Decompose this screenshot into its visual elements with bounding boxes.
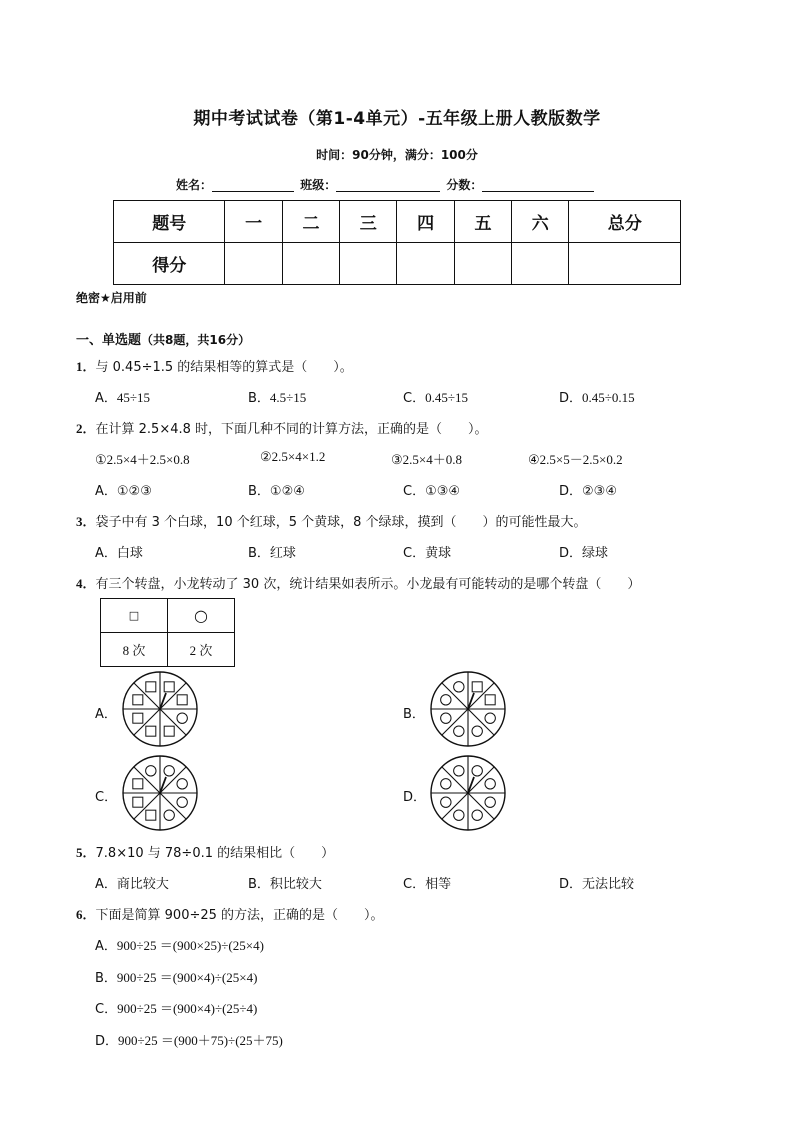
score-cell[interactable] xyxy=(512,243,569,285)
sector-circle xyxy=(177,779,187,789)
spinner-c[interactable] xyxy=(121,754,199,832)
score-table xyxy=(113,200,681,285)
option-c[interactable]: C． xyxy=(95,790,118,805)
question-5 xyxy=(76,842,334,861)
score-table-header-row xyxy=(114,201,681,243)
sector-circle xyxy=(441,695,451,705)
method-3: ③2.5×4＋0.8 xyxy=(391,452,462,467)
section-heading xyxy=(76,329,250,348)
question-text: 有三个转盘，小龙转动了 30 次，统计结果如表所示。小龙最有可能转动的是哪个转盘（ ） xyxy=(95,577,641,592)
sector-square xyxy=(485,695,495,705)
sector-circle xyxy=(472,726,482,736)
score-table-score-row xyxy=(114,243,681,285)
question-6 xyxy=(76,904,384,923)
option-c[interactable]: C．黄球 xyxy=(403,546,452,561)
score-header-cell: 题号 xyxy=(114,201,225,243)
question-text: 在计算 2.5×4.8 时，下面几种不同的计算方法，正确的是（ ）。 xyxy=(95,422,488,437)
tally-table xyxy=(100,598,235,667)
score-header-cell: 五 xyxy=(454,201,511,243)
question-text: 袋子中有 3 个白球，10 个红球，5 个黄球，8 个绿球，摸到（ ）的可能性最大。 xyxy=(95,515,587,530)
question-text: 与 0.45÷1.5 的结果相等的算式是（ ）。 xyxy=(95,360,353,375)
score-header-cell: 三 xyxy=(340,201,397,243)
sector-circle xyxy=(177,797,187,807)
class-label: 班级： xyxy=(300,178,337,192)
score-header-cell: 总分 xyxy=(569,201,681,243)
option-a[interactable]: A．900÷25 ＝(900×25)÷(25×4) xyxy=(95,938,264,954)
score-cell[interactable] xyxy=(454,243,511,285)
question-number: 3． xyxy=(76,514,96,529)
sector-circle xyxy=(164,766,174,776)
sector-square xyxy=(133,797,143,807)
sector-circle xyxy=(441,779,451,789)
method-4: ④2.5×5－2.5×0.2 xyxy=(528,452,623,467)
score-cell[interactable] xyxy=(282,243,339,285)
spinner-d[interactable] xyxy=(429,754,507,832)
question-text: 7.8×10 与 78÷0.1 的结果相比（ ） xyxy=(95,846,335,861)
sector-square xyxy=(164,682,174,692)
method-2: ②2.5×4×1.2 xyxy=(260,449,326,464)
question-text: 下面是简算 900÷25 的方法，正确的是（ ）。 xyxy=(95,908,384,923)
option-d[interactable]: D．900÷25 ＝(900＋75)÷(25＋75) xyxy=(95,1033,283,1049)
score-cell[interactable] xyxy=(397,243,454,285)
class-blank[interactable] xyxy=(336,178,440,192)
sector-circle xyxy=(454,766,464,776)
score-header-cell: 四 xyxy=(397,201,454,243)
spinner-b[interactable] xyxy=(429,670,507,748)
option-a[interactable]: A．商比较大 xyxy=(95,877,169,892)
page-title: 期中考试试卷（第1-4单元）-五年级上册人教版数学 xyxy=(193,109,601,129)
option-c[interactable]: C．900÷25 ＝(900×4)÷(25÷4) xyxy=(95,1001,258,1017)
option-c[interactable]: C．相等 xyxy=(403,877,452,892)
sector-circle xyxy=(441,797,451,807)
score-cell[interactable] xyxy=(225,243,282,285)
sector-circle xyxy=(146,766,156,776)
sector-square xyxy=(133,779,143,789)
score-row-label: 得分 xyxy=(114,243,225,285)
sector-square xyxy=(164,726,174,736)
option-d[interactable]: D．0.45÷0.15 xyxy=(559,390,635,406)
tally-value-square: 8 次 xyxy=(101,633,168,667)
spinner-a[interactable] xyxy=(121,670,199,748)
sector-circle xyxy=(164,810,174,820)
exam-time-info: 时间：90分钟，满分：100分 xyxy=(316,148,478,162)
sector-square xyxy=(146,810,156,820)
tally-header-circle: ○ xyxy=(168,599,235,633)
confidential-label: 绝密★启用前 xyxy=(76,291,147,305)
option-d[interactable]: D．无法比较 xyxy=(559,877,635,892)
option-d[interactable]: D． xyxy=(403,790,427,805)
question-number: 1． xyxy=(76,359,96,374)
option-b[interactable]: B．积比较大 xyxy=(248,877,322,892)
tally-value-circle: 2 次 xyxy=(168,633,235,667)
question-3 xyxy=(76,511,587,530)
question-number: 6． xyxy=(76,907,96,922)
sector-square xyxy=(472,682,482,692)
question-2 xyxy=(76,418,488,437)
score-header-cell: 二 xyxy=(282,201,339,243)
option-d[interactable]: D．②③④ xyxy=(559,484,617,499)
method-1: ①2.5×4＋2.5×0.8 xyxy=(95,452,190,467)
question-number: 2． xyxy=(76,421,96,436)
sector-circle xyxy=(472,766,482,776)
question-1 xyxy=(76,356,353,375)
option-a[interactable]: A． xyxy=(95,707,117,722)
option-a[interactable]: A．白球 xyxy=(95,546,143,561)
option-b[interactable]: B． xyxy=(403,707,425,722)
name-label: 姓名： xyxy=(176,178,213,192)
option-b[interactable]: B．红球 xyxy=(248,546,296,561)
sector-square xyxy=(177,695,187,705)
question-number: 4． xyxy=(76,576,96,591)
option-c[interactable]: C．①③④ xyxy=(403,484,461,499)
sector-circle xyxy=(485,779,495,789)
question-number: 5． xyxy=(76,845,96,860)
sector-circle xyxy=(454,726,464,736)
sector-square xyxy=(146,682,156,692)
option-c[interactable]: C．0.45÷15 xyxy=(403,390,468,406)
section-title: 一、单选题 xyxy=(76,333,142,348)
score-header-cell: 一 xyxy=(225,201,282,243)
sector-square xyxy=(133,695,143,705)
student-info-line xyxy=(176,176,596,193)
tally-header-square: □ xyxy=(101,599,168,633)
score-cell[interactable] xyxy=(569,243,681,285)
sector-circle xyxy=(454,810,464,820)
score-cell[interactable] xyxy=(340,243,397,285)
option-b[interactable]: B．4.5÷15 xyxy=(248,390,307,406)
option-b[interactable]: B．①②④ xyxy=(248,484,305,499)
option-a[interactable]: A．45÷15 xyxy=(95,390,151,406)
option-a[interactable]: A．①②③ xyxy=(95,484,152,499)
section-note: （共8题，共16分） xyxy=(141,333,251,347)
score-label: 分数： xyxy=(446,178,483,192)
score-blank[interactable] xyxy=(482,178,594,192)
sector-circle xyxy=(441,713,451,723)
sector-circle xyxy=(177,713,187,723)
sector-square xyxy=(133,713,143,723)
sector-circle xyxy=(485,713,495,723)
sector-circle xyxy=(485,797,495,807)
option-d[interactable]: D．绿球 xyxy=(559,546,609,561)
score-header-cell: 六 xyxy=(512,201,569,243)
question-4 xyxy=(76,573,640,592)
name-blank[interactable] xyxy=(212,178,294,192)
option-b[interactable]: B．900÷25 ＝(900×4)÷(25×4) xyxy=(95,970,258,986)
sector-square xyxy=(146,726,156,736)
sector-circle xyxy=(454,682,464,692)
sector-circle xyxy=(472,810,482,820)
